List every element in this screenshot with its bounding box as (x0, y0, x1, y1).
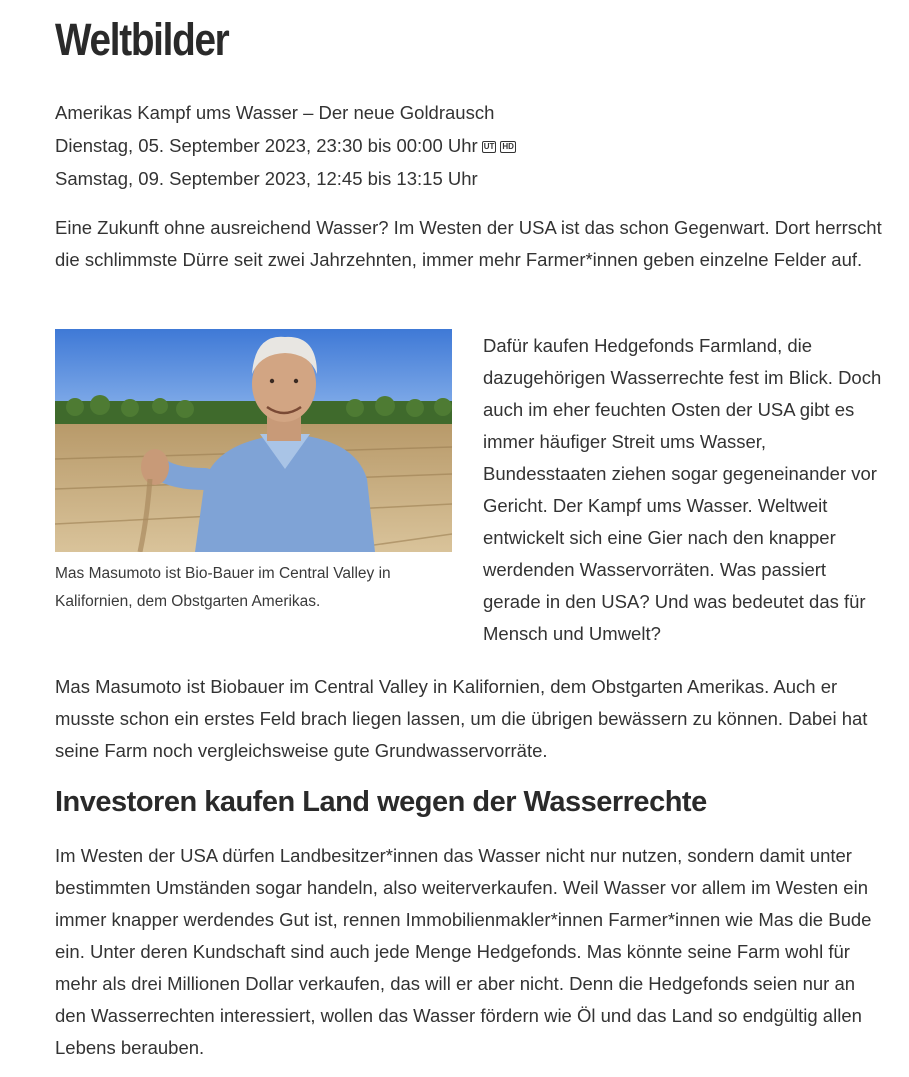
page-title: Weltbilder (55, 14, 229, 65)
side-paragraph: Dafür kaufen Hedgefonds Farmland, die dazugehörigen Wasserrechte fest im Blick. Doch auch im eher feuchten Osten der USA gibt es immer häufiger Streit ums Wasser, Bundesstaaten ziehen sogar gegeneinander vor Gericht. Der Kampf ums Wasser. Weltweit entwickelt sich eine Gier nach den knapper werdenden Wasservorräten. Was passiert gerade in den USA? Und was bedeutet das für Mensch und Umwelt? (483, 335, 882, 644)
article-figure (55, 329, 452, 616)
airing-date-1-text: Dienstag, 05. September 2023, 23:30 bis 00:00 Uhr (55, 135, 478, 156)
section-heading: Investoren kaufen Land wegen der Wasserrechte (55, 786, 707, 818)
paragraph-3: Im Westen der USA dürfen Landbesitzer*innen das Wasser nicht nur nutzen, sondern damit unter bestimmten Umständen sogar handeln, also weiterverkaufen. Weil Wasser vor allem im Westen ein immer knapper werdendes Gut ist, rennen Immobilienmakler*innen Farmer*innen wie Mas die Bude ein. Unter deren Kundschaft sind auch jede Menge Hedgefonds. Mas könnte seine Farm wohl für mehr als drei Millionen Dollar verkaufen, das will er aber nicht. Denn die Hedgefonds seien nur an den Wasserrechten interessiert, wollen das Wasser fördern wie Öl und das Land so endgültig allen Lebens berauben. (55, 845, 872, 1058)
farmer-photo[interactable] (55, 329, 452, 552)
paragraph-2: Mas Masumoto ist Biobauer im Central Valley in Kalifornien, dem Obstgarten Amerikas. Auch er musste schon ein erstes Feld brach liegen lassen, um die übrigen bewässern zu können. Dabei hat seine Farm noch vergleichsweise gute Grundwasservorräte. (55, 676, 868, 761)
airing-date-2: Samstag, 09. September 2023, 12:45 bis 13:15 Uhr (55, 168, 478, 189)
broadcast-info (55, 96, 516, 195)
episode-subtitle: Amerikas Kampf ums Wasser – Der neue Goldrausch (55, 102, 495, 123)
subtitles-badge-icon: UT (483, 142, 495, 151)
intro-paragraph: Eine Zukunft ohne ausreichend Wasser? Im Westen der USA ist das schon Gegenwart. Dort herrscht die schlimmste Dürre seit zwei Jahrzehnten, immer mehr Farmer*innen geben einzelne Felder auf. (55, 217, 882, 270)
airing-date-1 (55, 129, 516, 162)
figure-caption: Mas Masumoto ist Bio-Bauer im Central Valley in Kalifornien, dem Obstgarten Amerikas. (55, 565, 391, 610)
hd-badge-icon: HD (502, 142, 514, 151)
